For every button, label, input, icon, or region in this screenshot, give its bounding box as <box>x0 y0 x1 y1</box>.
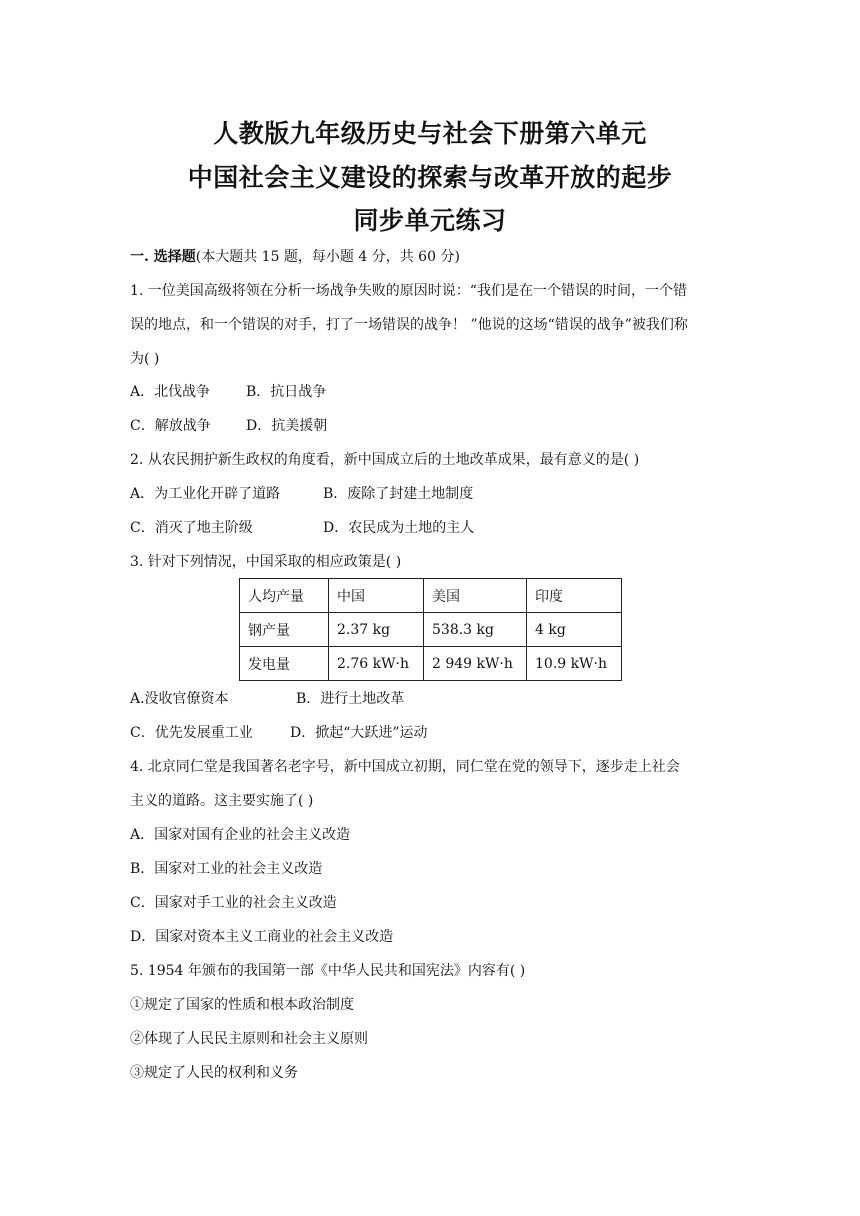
q1-option-b: B．抗日战争 <box>246 384 327 400</box>
q4-option-a: A．国家对国有企业的社会主义改造 <box>130 827 351 843</box>
q3-stem-line-1: 3. 针对下列情况，中国采取的相应政策是( ) <box>130 554 402 570</box>
table-cell: 2 949 kW·h <box>424 647 527 681</box>
q2-option-d: D．农民成为土地的主人 <box>323 520 475 536</box>
q5-statement-2: ②体现了人民民主原则和社会主义原则 <box>130 1031 368 1047</box>
q2-option-c: C．消灭了地主阶级 <box>130 520 253 536</box>
document-title-line-1: 人教版九年级历史与社会下册第六单元 <box>213 119 647 148</box>
table-header-cell: 印度 <box>527 579 622 613</box>
q4-stem-line-1: 4. 北京同仁堂是我国著名老字号，新中国成立初期，同仁堂在党的领导下，逐步走上社会 <box>130 759 680 775</box>
q4-option-d: D．国家对资本主义工商业的社会主义改造 <box>130 929 394 945</box>
q5-statement-1: ①规定了国家的性质和根本政治制度 <box>130 997 354 1013</box>
q3-option-c: C．优先发展重工业 <box>130 725 253 741</box>
table-cell: 4 kg <box>527 613 622 647</box>
q3-option-a: A.没收官僚资本 <box>130 691 229 707</box>
table-header-row <box>240 579 622 613</box>
q5-stem-line-1: 5. 1954 年颁布的我国第一部《中华人民共和国宪法》内容有( ) <box>130 963 526 979</box>
q1-stem-line-3: 为( ) <box>130 351 160 367</box>
q1-stem-line-1: 1. 一位美国高级将领在分析一场战争失败的原因时说：“我们是在一个错误的时间，一个错 <box>130 283 687 299</box>
q1-stem-line-2: 误的地点，和一个错误的对手，打了一场错误的战争！ ”他说的这场“错误的战争”被我们称 <box>130 317 688 333</box>
q3-option-b: B．进行土地改革 <box>296 691 405 707</box>
section-heading-label: 一. 选择题 <box>130 249 196 265</box>
q3-option-d: D．掀起“大跃进”运动 <box>290 725 428 741</box>
q2-stem-line-1: 2. 从农民拥护新生政权的角度看，新中国成立后的土地改革成果，最有意义的是( ) <box>130 452 640 468</box>
table-header-cell: 人均产量 <box>240 579 329 613</box>
section-heading-note: (本大题共 15 题，每小题 4 分，共 60 分) <box>195 249 460 265</box>
table-cell: 10.9 kW·h <box>527 647 622 681</box>
table-row <box>240 647 622 681</box>
q4-option-b: B．国家对工业的社会主义改造 <box>130 861 323 877</box>
table-cell: 发电量 <box>240 647 329 681</box>
q3-data-table <box>239 578 622 681</box>
q5-statement-3: ③规定了人民的权利和义务 <box>130 1065 298 1081</box>
q4-stem-line-2: 主义的道路。这主要实施了( ) <box>130 793 314 809</box>
table-row <box>240 613 622 647</box>
table-cell: 钢产量 <box>240 613 329 647</box>
table-cell: 2.37 kg <box>329 613 424 647</box>
q1-option-c: C．解放战争 <box>130 418 211 434</box>
document-title-line-3: 同步单元练习 <box>353 206 507 235</box>
q2-option-b: B．废除了封建土地制度 <box>323 486 474 502</box>
q1-option-d: D．抗美援朝 <box>246 418 328 434</box>
table-header-cell: 中国 <box>329 579 424 613</box>
table-cell: 538.3 kg <box>424 613 527 647</box>
document-title-line-2: 中国社会主义建设的探索与改革开放的起步 <box>187 163 673 192</box>
table-header-cell: 美国 <box>424 579 527 613</box>
q1-option-a: A．北伐战争 <box>130 384 211 400</box>
q4-option-c: C．国家对手工业的社会主义改造 <box>130 895 337 911</box>
table-cell: 2.76 kW·h <box>329 647 424 681</box>
q2-option-a: A．为工业化开辟了道路 <box>130 486 281 502</box>
section-heading <box>130 248 460 266</box>
